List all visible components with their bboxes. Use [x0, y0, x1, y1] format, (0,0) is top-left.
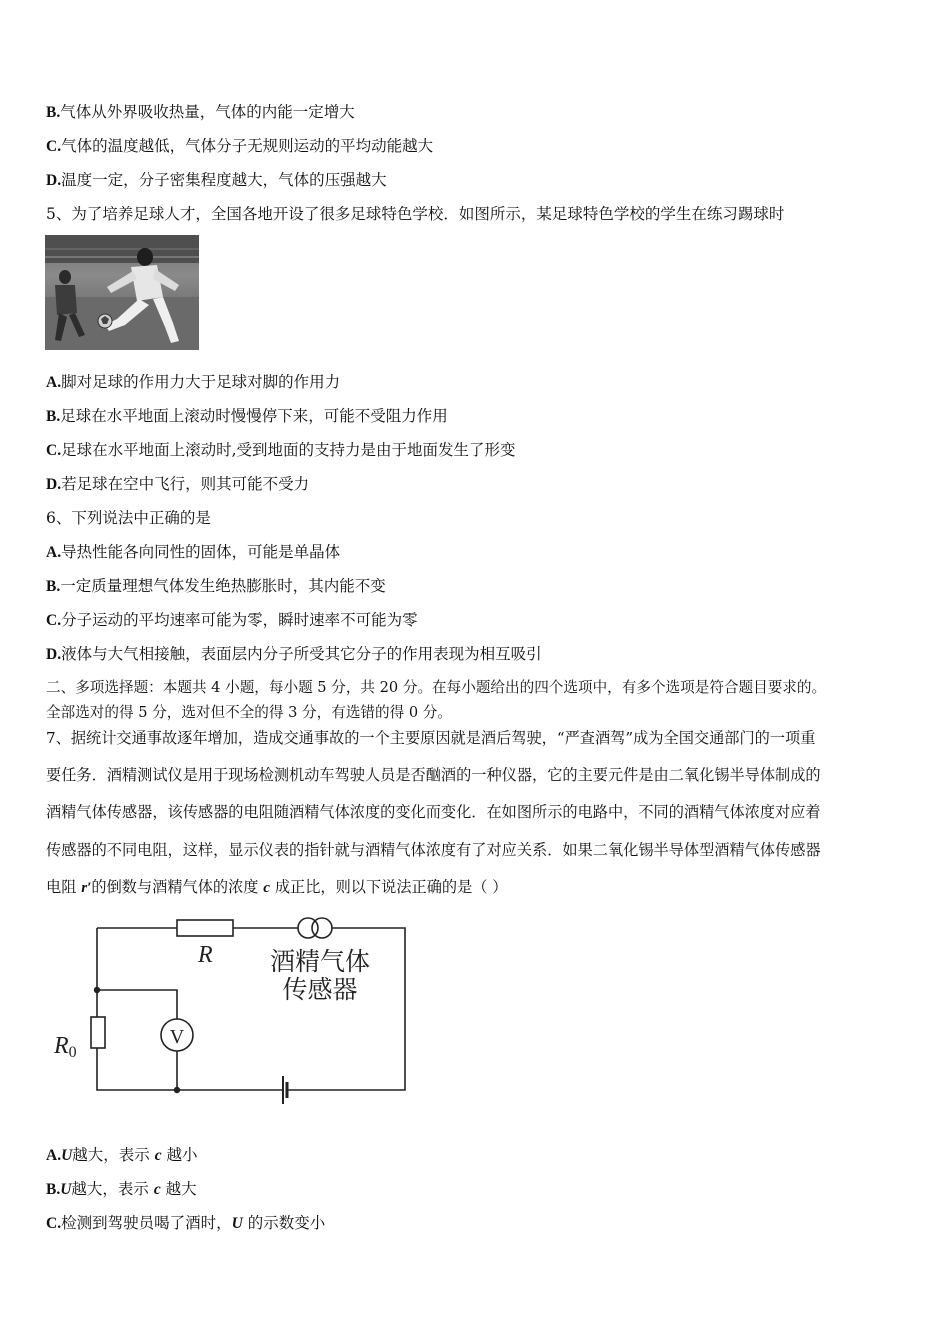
q6-option-a — [46, 542, 340, 563]
sensor-symbol-right — [312, 918, 332, 938]
var-u: U — [60, 1181, 72, 1198]
option-letter: B. — [46, 104, 61, 121]
section2-instructions-line1: 二、多项选择题：本题共 4 小题，每小题 5 分，共 20 分。在每小题给出的四个选项中，有多个选项是符合题目要求的。 — [46, 679, 827, 696]
var-c: c — [154, 1147, 162, 1164]
q6-stem: 6、下列说法中正确的是 — [46, 509, 211, 527]
junction-dot-bottom — [174, 1087, 180, 1093]
option-letter: C. — [46, 138, 62, 155]
junction-dot-top — [94, 987, 100, 993]
option-letter: D. — [46, 476, 62, 493]
option-text: 气体从外界吸收热量，气体的内能一定增大 — [60, 103, 355, 121]
var-r-prime: r′ — [81, 879, 92, 896]
option-text: 越小 — [161, 1146, 198, 1164]
q4-option-b — [46, 102, 355, 123]
option-text: 越大，表示 — [72, 1146, 155, 1164]
var-u: U — [61, 1147, 73, 1164]
option-letter: C. — [46, 612, 62, 629]
q7-stem-line5 — [46, 877, 508, 898]
option-letter: C. — [46, 442, 62, 459]
sensor-label-line1: 酒精气体 — [269, 947, 371, 976]
q7-stem-text: 成正比，则以下说法正确的是（ ） — [270, 878, 508, 896]
q7-option-a — [46, 1145, 198, 1166]
soccer-photo — [45, 235, 199, 350]
option-text: 足球在水平地面上滚动时慢慢停下来，可能不受阻力作用 — [60, 407, 448, 425]
var-c: c — [263, 879, 271, 896]
option-text: 越大 — [160, 1180, 197, 1198]
option-text: 越大，表示 — [71, 1180, 154, 1198]
option-text: 的示数变小 — [242, 1214, 326, 1232]
wire-voltmeter-top — [97, 990, 177, 1019]
option-text: 分子运动的平均速率可能为零，瞬时速率不可能为零 — [61, 611, 418, 629]
option-text: 气体的温度越低，气体分子无规则运动的平均动能越大 — [61, 137, 434, 155]
q7-stem-line2: 要任务．酒精测试仪是用于现场检测机动车驾驶人员是否酗酒的一种仪器，它的主要元件是由二氧化锡半导体制成的 — [46, 766, 821, 784]
q6-option-d — [46, 644, 542, 665]
q5-option-a — [46, 372, 340, 393]
voltmeter-label: V — [169, 1026, 185, 1048]
var-c: c — [153, 1181, 161, 1198]
option-letter: A. — [46, 544, 62, 561]
option-letter: D. — [46, 646, 62, 663]
r0-main: R — [54, 1033, 69, 1059]
option-text: 导热性能各向同性的固体，可能是单晶体 — [61, 543, 341, 561]
q7-stem-text: 的倒数与酒精气体的浓度 — [91, 878, 264, 896]
soccer-photo-image — [45, 235, 199, 350]
q5-option-b — [46, 406, 448, 427]
option-letter: B. — [46, 1181, 61, 1198]
q7-stem-line1: 7、据统计交通事故逐年增加，造成交通事故的一个主要原因就是酒后驾驶，“严查酒驾”成为全国交通部门的一项重 — [46, 729, 816, 747]
q6-option-c — [46, 610, 418, 631]
option-text: 脚对足球的作用力大于足球对脚的作用力 — [61, 373, 341, 391]
option-letter: B. — [46, 408, 61, 425]
option-text: 若足球在空中飞行，则其可能不受力 — [61, 475, 310, 493]
q7-stem-text: 电阻 — [46, 878, 82, 896]
option-text: 足球在水平地面上滚动时,受到地面的支持力是由于地面发生了形变 — [61, 441, 516, 459]
q7-option-b — [46, 1179, 197, 1200]
resistor-r0 — [91, 1017, 105, 1048]
circuit-svg — [50, 908, 420, 1113]
q6-option-b — [46, 576, 386, 597]
q7-stem-line4: 传感器的不同电阻，这样，显示仪表的指针就与酒精气体浓度有了对应关系．如果二氧化锡半导体型酒精气体传感器 — [46, 841, 821, 859]
option-text: 一定质量理想气体发生绝热膨胀时，其内能不变 — [60, 577, 386, 595]
q5-stem: 5、为了培养足球人才，全国各地开设了很多足球特色学校．如图所示，某足球特色学校的学生在练习踢球时 — [46, 205, 785, 223]
q5-option-d — [46, 474, 309, 495]
resistor-r — [177, 920, 233, 936]
wire-bottom-left — [97, 1048, 283, 1090]
option-letter: A. — [46, 374, 62, 391]
resistor-r-label: R — [198, 942, 213, 968]
r0-subscript: 0 — [68, 1044, 77, 1061]
q4-option-d — [46, 170, 387, 191]
var-u: U — [231, 1215, 243, 1232]
section2-instructions-line2: 全部选对的得 5 分，选对但不全的得 3 分，有选错的得 0 分。 — [46, 704, 452, 721]
circuit-diagram — [50, 908, 420, 1113]
option-text: 检测到驾驶员喝了酒时， — [61, 1214, 232, 1232]
resistor-r0-label — [53, 1033, 77, 1061]
q5-option-c — [46, 440, 516, 461]
sensor-label-line2: 传感器 — [282, 975, 358, 1004]
option-text: 温度一定，分子密集程度越大，气体的压强越大 — [61, 171, 387, 189]
option-letter: A. — [46, 1147, 62, 1164]
q7-option-c — [46, 1213, 325, 1234]
option-text: 液体与大气相接触，表面层内分子所受其它分子的作用表现为相互吸引 — [61, 645, 542, 663]
q4-option-c — [46, 136, 433, 157]
q7-stem-line3: 酒精气体传感器，该传感器的电阻随酒精气体浓度的变化而变化．在如图所示的电路中，不同的酒精气体浓度对应着 — [46, 803, 821, 821]
option-letter: D. — [46, 172, 62, 189]
option-letter: B. — [46, 578, 61, 595]
option-letter: C. — [46, 1215, 62, 1232]
